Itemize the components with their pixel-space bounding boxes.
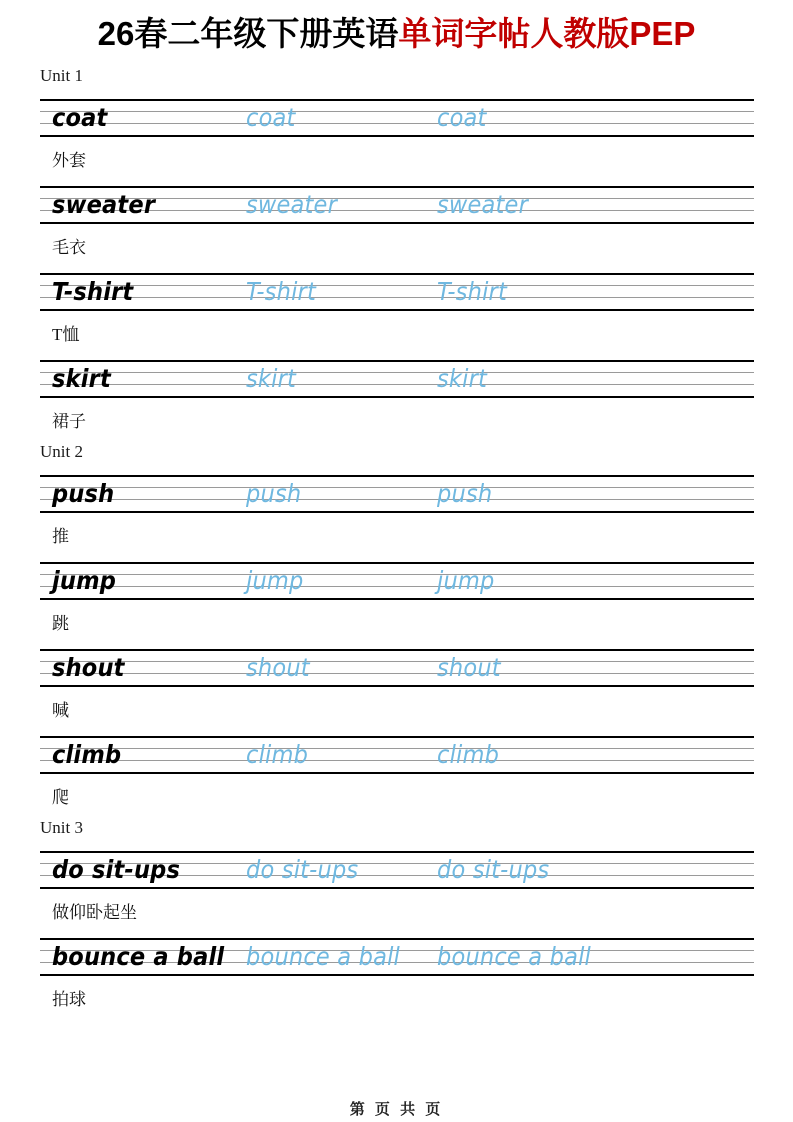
word-trace-2[interactable]: do sit-ups [437, 855, 550, 884]
rule-line-bottom [40, 309, 754, 311]
rule-line-mid-1 [40, 748, 754, 749]
word-model: climb [52, 740, 122, 769]
word-trace-1[interactable]: sweater [246, 190, 338, 219]
word-trace-2[interactable]: coat [437, 103, 487, 132]
rule-line-top [40, 360, 754, 362]
word-trace-1[interactable]: coat [246, 103, 296, 132]
rule-line-mid-2 [40, 123, 754, 124]
word-model: do sit-ups [52, 855, 181, 884]
word-trace-2[interactable]: T-shirt [437, 277, 507, 306]
page-title-black: 26春二年级下册英语 [97, 15, 399, 52]
word-row [40, 851, 754, 889]
rule-line-bottom [40, 772, 754, 774]
word-trace-1[interactable]: push [246, 479, 302, 508]
rule-line-mid-1 [40, 111, 754, 112]
word-meaning: 跳 [52, 614, 69, 633]
word-model: sweater [52, 190, 156, 219]
word-trace-1[interactable]: skirt [246, 364, 297, 393]
word-trace-2[interactable]: shout [437, 653, 501, 682]
word-row [40, 360, 754, 398]
unit-label-1: Unit 1 [40, 66, 83, 85]
word-meaning: 外套 [52, 151, 86, 170]
word-row [40, 273, 754, 311]
word-meaning: 推 [52, 527, 69, 546]
rule-line-bottom [40, 598, 754, 600]
word-model: shout [52, 653, 125, 682]
rule-line-top [40, 273, 754, 275]
word-row [40, 475, 754, 513]
word-model: T-shirt [52, 277, 134, 306]
word-meaning: 爬 [52, 788, 69, 807]
word-trace-2[interactable]: sweater [437, 190, 529, 219]
rule-line-mid-2 [40, 297, 754, 298]
word-model: push [52, 479, 115, 508]
rule-line-mid-1 [40, 285, 754, 286]
word-row [40, 938, 754, 976]
rule-line-mid-1 [40, 372, 754, 373]
word-trace-1[interactable]: bounce a ball [246, 942, 400, 971]
rule-line-bottom [40, 685, 754, 687]
word-row [40, 736, 754, 774]
word-meaning: 裙子 [52, 412, 86, 431]
rule-line-top [40, 475, 754, 477]
rule-line-mid-2 [40, 586, 754, 587]
rule-line-top [40, 736, 754, 738]
word-meaning: 毛衣 [52, 238, 86, 257]
rule-line-top [40, 99, 754, 101]
page-title [0, 14, 793, 54]
rule-line-mid-2 [40, 384, 754, 385]
unit-label-2: Unit 2 [40, 442, 83, 461]
word-trace-1[interactable]: do sit-ups [246, 855, 359, 884]
page-title-red: 单词字帖人教版PEP [398, 15, 696, 52]
unit-label-3: Unit 3 [40, 818, 83, 837]
word-row [40, 562, 754, 600]
word-trace-2[interactable]: climb [437, 740, 500, 769]
rule-line-mid-1 [40, 487, 754, 488]
rule-line-top [40, 562, 754, 564]
word-model: jump [52, 566, 117, 595]
rule-line-mid-2 [40, 760, 754, 761]
word-model: coat [52, 103, 108, 132]
word-trace-2[interactable]: bounce a ball [437, 942, 591, 971]
rule-line-mid-1 [40, 661, 754, 662]
word-trace-2[interactable]: skirt [437, 364, 488, 393]
word-row [40, 99, 754, 137]
rule-line-bottom [40, 511, 754, 513]
word-meaning: 拍球 [52, 990, 86, 1009]
rule-line-mid-2 [40, 499, 754, 500]
rule-line-bottom [40, 396, 754, 398]
rule-line-mid-2 [40, 673, 754, 674]
word-trace-1[interactable]: jump [246, 566, 304, 595]
word-meaning: 喊 [52, 701, 69, 720]
word-trace-2[interactable]: push [437, 479, 493, 508]
word-meaning: T恤 [52, 325, 80, 344]
word-trace-1[interactable]: T-shirt [246, 277, 316, 306]
word-meaning: 做仰卧起坐 [52, 903, 137, 922]
rule-line-top [40, 649, 754, 651]
word-model: bounce a ball [52, 942, 225, 971]
word-trace-2[interactable]: jump [437, 566, 495, 595]
word-model: skirt [52, 364, 111, 393]
rule-line-mid-1 [40, 574, 754, 575]
word-trace-1[interactable]: shout [246, 653, 310, 682]
word-row [40, 186, 754, 224]
word-trace-1[interactable]: climb [246, 740, 309, 769]
word-row [40, 649, 754, 687]
page-footer: 第 页 共 页 [349, 1101, 444, 1118]
rule-line-bottom [40, 135, 754, 137]
